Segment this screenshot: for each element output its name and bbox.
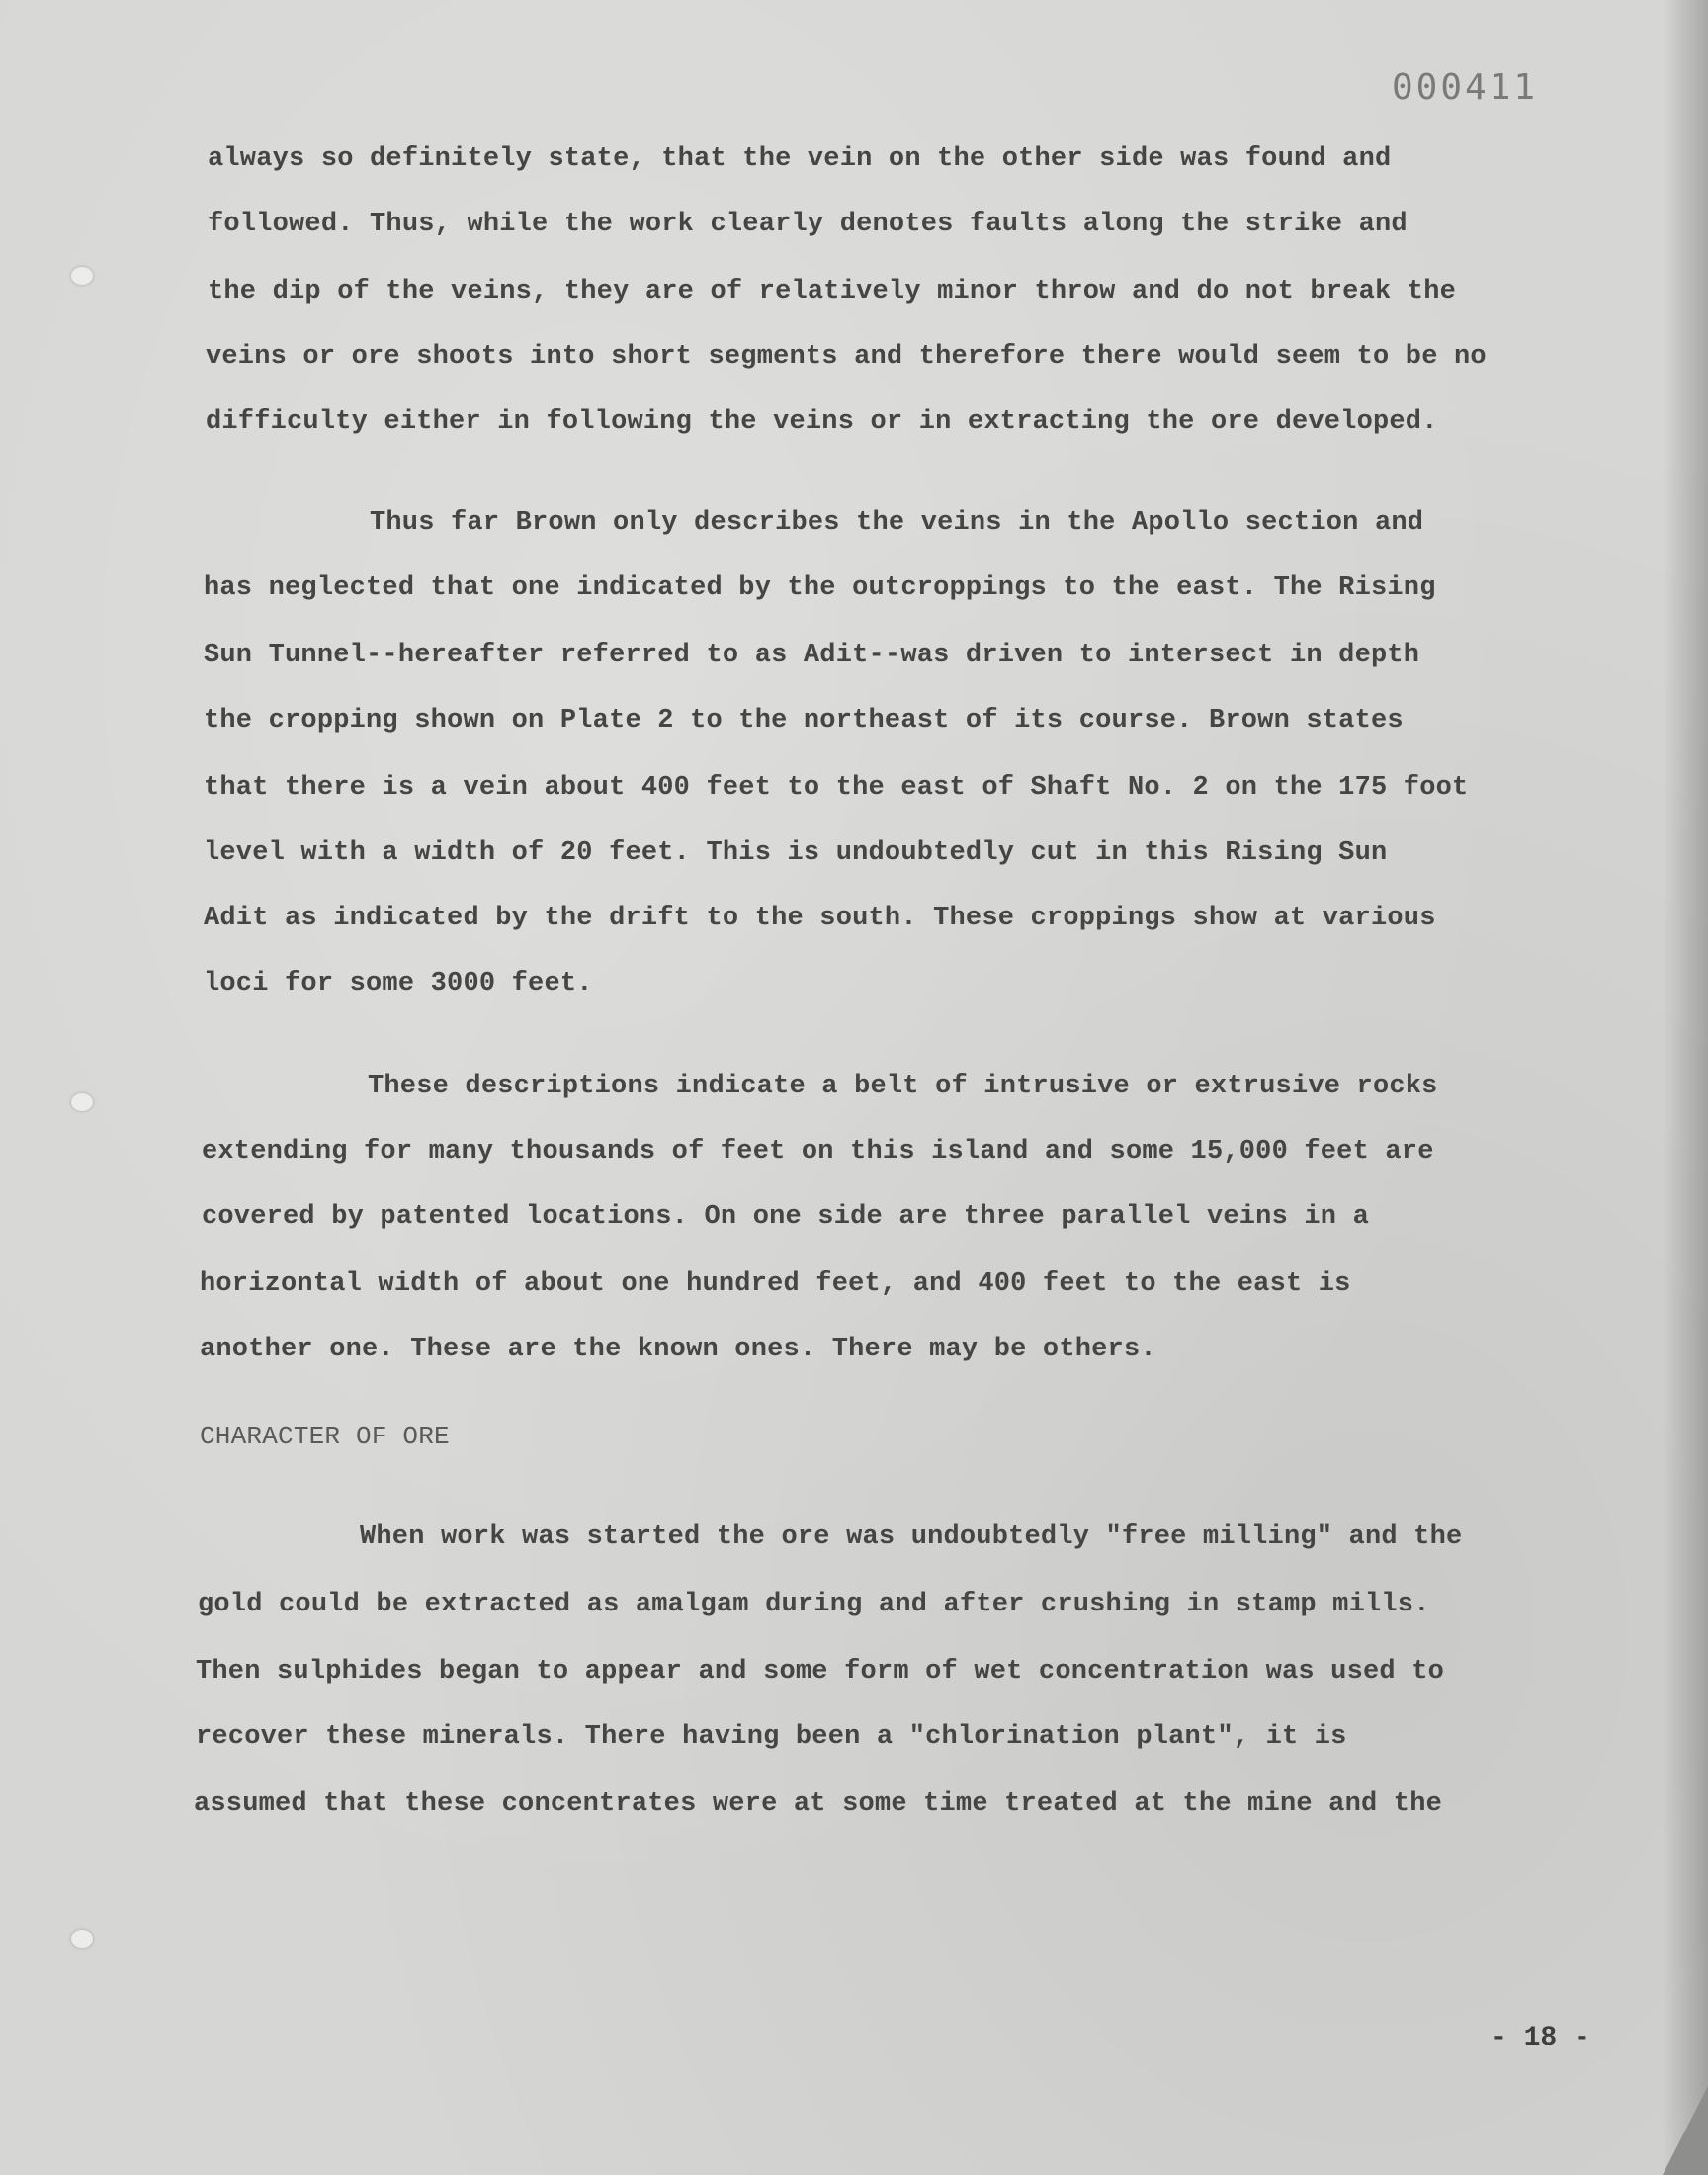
text-line: extending for many thousands of feet on this island and some 15,000 feet are: [202, 1137, 1434, 1167]
punch-hole-icon: [71, 1930, 93, 1948]
page-edge-shadow: [1663, 0, 1708, 2175]
text-line: Thus far Brown only describes the veins in the Apollo section and: [370, 508, 1424, 538]
page-number: - 18 -: [1491, 2023, 1590, 2053]
text-line: assumed that these concentrates were at some time treated at the mine and the: [194, 1789, 1443, 1819]
text-line: covered by patented locations. On one side are three parallel veins in a: [202, 1202, 1369, 1232]
text-line: has neglected that one indicated by the outcroppings to the east. The Rising: [204, 573, 1436, 603]
text-line: Adit as indicated by the drift to the south. These croppings show at various: [204, 904, 1436, 933]
text-line: difficulty either in following the veins or in extracting the ore developed.: [206, 407, 1438, 437]
text-line: another one. These are the known ones. There may be others.: [200, 1335, 1156, 1364]
text-line: When work was started the ore was undoubtedly "free milling" and the: [360, 1522, 1463, 1552]
punch-hole-icon: [71, 267, 93, 285]
punch-hole-icon: [71, 1093, 93, 1111]
text-line: Sun Tunnel--hereafter referred to as Adit--was driven to intersect in depth: [204, 641, 1420, 670]
document-number: 000411: [1392, 67, 1539, 108]
text-line: horizontal width of about one hundred feet, and 400 feet to the east is: [200, 1269, 1351, 1299]
page-corner-fold: [1663, 2086, 1708, 2175]
text-line: loci for some 3000 feet.: [204, 969, 593, 999]
text-line: recover these minerals. There having been a "chlorination plant", it is: [196, 1722, 1347, 1752]
text-line: always so definitely state, that the vein on the other side was found and: [208, 144, 1392, 174]
text-line: level with a width of 20 feet. This is undoubtedly cut in this Rising Sun: [204, 838, 1388, 868]
text-line: Then sulphides began to appear and some form of wet concentration was used to: [196, 1657, 1445, 1687]
section-heading: CHARACTER OF ORE: [200, 1422, 450, 1451]
text-line: the cropping shown on Plate 2 to the northeast of its course. Brown states: [204, 706, 1404, 736]
text-line: These descriptions indicate a belt of intrusive or extrusive rocks: [368, 1072, 1438, 1101]
text-line: gold could be extracted as amalgam during and after crushing in stamp mills.: [198, 1590, 1430, 1619]
text-line: followed. Thus, while the work clearly denotes faults along the strike and: [208, 210, 1408, 239]
text-line: that there is a vein about 400 feet to the east of Shaft No. 2 on the 175 foot: [204, 773, 1469, 803]
text-line: the dip of the veins, they are of relatively minor throw and do not break the: [208, 277, 1457, 306]
text-line: veins or ore shoots into short segments and therefore there would seem to be no: [206, 342, 1487, 372]
